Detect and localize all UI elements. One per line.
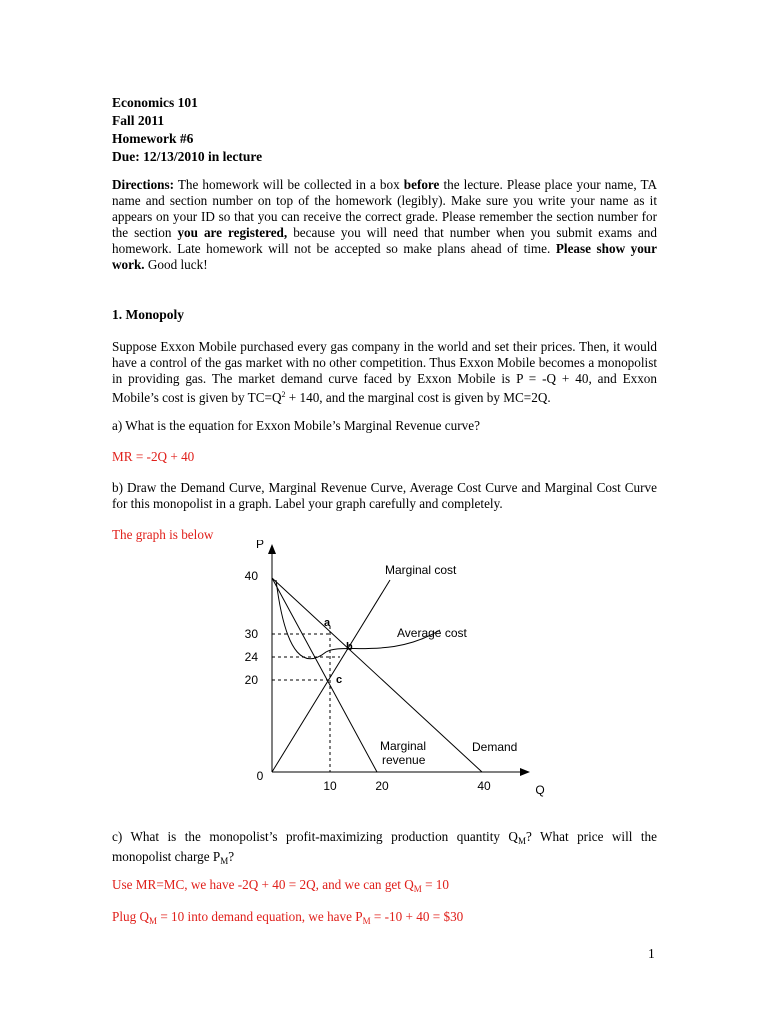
directions-text-1: The homework will be collected in a box — [174, 177, 404, 192]
answer-a: MR = -2Q + 40 — [112, 449, 195, 464]
question-c-text-1: c) What is the monopolist’s profit-maximizing production quantity Q — [112, 829, 518, 844]
section-title: 1. Monopoly — [112, 307, 185, 322]
marginal-cost-curve — [272, 580, 390, 772]
homework-number: Homework #6 — [112, 131, 194, 146]
question-c — [112, 829, 657, 869]
answer-c2-mid: = 10 into demand equation, we have P — [157, 909, 363, 924]
directions-text-3: because you will need that number when you submit exams and homework. Late homework will not be accepted so make plans ahead of time. — [112, 225, 657, 256]
origin-label: 0 — [256, 769, 264, 783]
demand-curve — [272, 578, 482, 772]
page-number: 1 — [648, 946, 655, 961]
problem-text-2: + 140, and the marginal cost is given by MC=2Q. — [285, 390, 551, 405]
y-tick-30: 30 — [244, 627, 258, 641]
directions-bold-show-work: Please show your work. — [112, 241, 657, 272]
label-average-cost: Average cost — [397, 626, 467, 640]
x-tick-40: 40 — [477, 779, 491, 793]
y-axis-label: P — [255, 540, 265, 551]
answer-c2-sub-1: M — [149, 916, 158, 926]
label-demand: Demand — [472, 740, 518, 754]
answer-c2-pre: Plug Q — [112, 909, 150, 924]
directions-paragraph — [112, 177, 657, 273]
question-a: a) What is the equation for Exxon Mobile’s Marginal Revenue curve? — [112, 418, 480, 433]
marginal-revenue-curve — [272, 578, 377, 772]
x-tick-10: 10 — [323, 779, 337, 793]
answer-c-2 — [112, 909, 463, 926]
answer-c2-post: = -10 + 40 = $30 — [370, 909, 464, 924]
answer-c1-sub: M — [413, 884, 422, 894]
answer-b: The graph is below — [112, 527, 214, 542]
answer-c-1 — [112, 877, 449, 894]
question-c-text-2: ? What price will the monopolist charge P — [112, 829, 658, 864]
monopoly-graph — [230, 540, 560, 800]
answer-c2-sub-2: M — [362, 916, 371, 926]
y-tick-20: 20 — [244, 673, 258, 687]
problem-exponent: 2 — [281, 390, 286, 399]
directions-text-2: the lecture. Please place your name, TA name and section number on top of the homework (legibly). Make sure you write your name as it appears on your ID so that you can receive the correct grade. Please remember the section number for the section — [112, 177, 657, 240]
question-c-sub-2: M — [220, 856, 229, 866]
directions-text-4: Good luck! — [144, 257, 208, 272]
label-marginal-revenue-1: Marginal — [380, 739, 427, 753]
question-c-sub-1: M — [517, 836, 526, 846]
directions-bold-registered: you are registered, — [177, 225, 288, 240]
problem-statement — [112, 339, 657, 406]
question-b: b) Draw the Demand Curve, Marginal Revenue Curve, Average Cost Curve and Marginal Cost Curve for this monopolist in a graph. Label your graph carefully and completely. — [112, 480, 657, 511]
answer-c1-pre: Use MR=MC, we have -2Q + 40 = 2Q, and we can get Q — [112, 877, 414, 892]
x-axis-label: Q — [535, 783, 545, 797]
y-tick-40: 40 — [244, 569, 258, 583]
due-date: Due: 12/13/2010 in lecture — [112, 149, 263, 164]
directions-label: Directions: — [112, 177, 175, 192]
x-tick-20: 20 — [375, 779, 389, 793]
point-c-label: c — [336, 674, 343, 686]
label-marginal-revenue-2: revenue — [382, 753, 426, 767]
answer-c1-post: = 10 — [421, 877, 449, 892]
point-a-label: a — [324, 617, 331, 629]
question-c-text-3: ? — [228, 849, 235, 864]
point-b-label: b — [346, 641, 353, 653]
problem-text-1: Suppose Exxon Mobile purchased every gas company in the world and set their prices. Then, it would have a control of the gas market with no other competition. Thus Exxon Mobile becomes a monopolist in providing gas. The market demand curve faced by Exxon Mobile is P = -Q + 40, and Exxon Mobile’s cost is given by TC=Q — [112, 339, 657, 405]
header — [112, 94, 262, 166]
course-title: Economics 101 — [112, 95, 198, 110]
term: Fall 2011 — [112, 113, 165, 128]
x-axis-arrow — [520, 768, 530, 776]
average-cost-curve — [276, 580, 440, 659]
y-tick-24: 24 — [244, 650, 258, 664]
y-axis-arrow — [268, 544, 276, 554]
directions-bold-before: before — [403, 177, 440, 192]
label-marginal-cost: Marginal cost — [385, 563, 457, 577]
